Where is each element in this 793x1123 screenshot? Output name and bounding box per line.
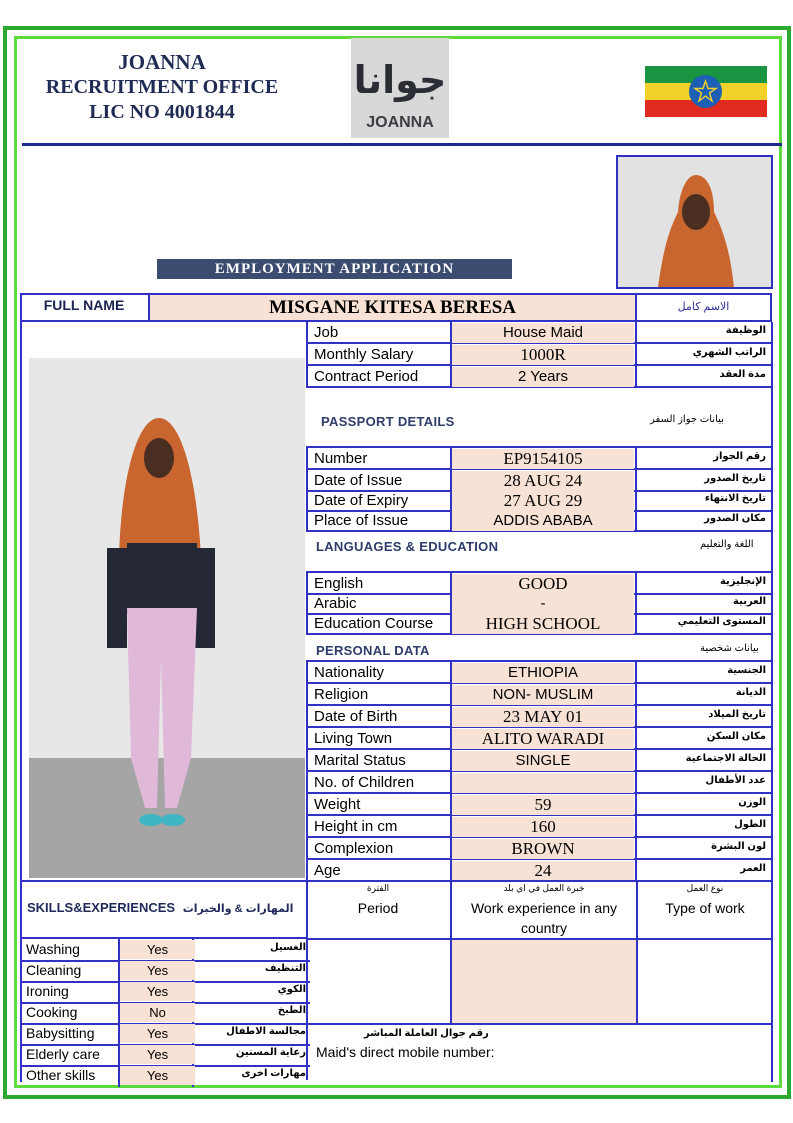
ethiopia-flag-icon — [645, 66, 767, 117]
living-town-row: Living Town ALITO WARADI مكان السكن — [306, 728, 772, 750]
company-line-1: JOANNA — [118, 50, 206, 74]
children-row: No. of Children عدد الأطفال — [306, 772, 772, 794]
age-row: Age 24 العمر — [314, 861, 766, 880]
passport-issue-row: Date of Issue 28 AUG 24 تاريخ الصدور — [306, 470, 772, 492]
full-body-photo — [29, 358, 305, 878]
dob-row: Date of Birth 23 MAY 01 تاريخ الميلاد — [306, 706, 772, 728]
document-title: EMPLOYMENT APPLICATION — [157, 259, 512, 279]
full-name-label-ar: الاسم كامل — [677, 301, 730, 313]
work-experience-header: Work experience in any country — [470, 900, 618, 936]
skill-row: Cooking No الطبخ — [20, 1002, 310, 1025]
passport-table — [306, 446, 772, 532]
personal-heading-ar: بيانات شخصية — [700, 643, 759, 654]
skill-row: Washing Yes الغسيل — [20, 939, 310, 962]
full-name-value: MISGANE KITESA BERESA — [150, 295, 635, 320]
skills-heading — [27, 900, 293, 915]
experience-value-cell — [452, 940, 636, 1023]
height-row: Height in cm 160 الطول — [306, 816, 772, 838]
passport-photo — [616, 155, 773, 289]
languages-table — [306, 571, 772, 635]
languages-heading-ar: اللغة والتعليم — [700, 539, 754, 550]
passport-place-row: Place of Issue ADDIS ABABA مكان الصدور — [306, 510, 772, 532]
company-line-2: RECRUITMENT OFFICE — [45, 76, 279, 98]
skill-row: Elderly care Yes رعاية المسنين — [20, 1044, 310, 1067]
skills-heading-en: SKILLS&EXPERIENCES — [27, 900, 176, 915]
period-header-ar: الفترة — [366, 883, 390, 893]
job-table — [306, 322, 772, 388]
type-of-work-header-ar: نوع العمل — [686, 883, 724, 893]
period-header: Period — [357, 900, 399, 916]
company-license: LIC NO 4001844 — [89, 101, 235, 123]
personal-table — [306, 660, 772, 881]
passport-number-row: Number EP9154105 رقم الجواز — [306, 448, 772, 470]
mobile-label: Maid's direct mobile number: — [316, 1044, 495, 1060]
monthly-salary-row: Monthly Salary 1000R الراتب الشهري — [306, 344, 772, 366]
full-name-label: FULL NAME — [43, 297, 125, 313]
arabic-row: Arabic - العربية — [306, 593, 772, 615]
complexion-row: Complexion BROWN لون البشرة — [306, 838, 772, 860]
skill-row: Ironing Yes الكوي — [20, 981, 310, 1004]
company-name — [22, 50, 302, 125]
english-row: English GOOD الإنجليزية — [306, 573, 772, 595]
education-row: Education Course HIGH SCHOOL المستوى التعليمي — [306, 613, 772, 635]
header-divider — [22, 143, 782, 146]
religion-row: Religion NON- MUSLIM الديانة — [306, 684, 772, 706]
passport-heading-ar: بيانات جواز السفر — [650, 414, 724, 425]
skills-heading-ar: المهارات & والخبرات — [182, 903, 294, 915]
weight-row: Weight 59 الوزن — [306, 794, 772, 816]
nationality-row: Nationality ETHIOPIA الجنسية — [306, 662, 772, 684]
mobile-label-ar: رقم جوال العاملة المباشر — [364, 1028, 489, 1039]
passport-expiry-row: Date of Expiry 27 AUG 29 تاريخ الانتهاء — [306, 490, 772, 512]
contract-period-row: Contract Period 2 Years مدة العقد — [306, 366, 772, 388]
type-of-work-header: Type of work — [665, 900, 745, 916]
logo-arabic-text: جوانا — [353, 58, 447, 102]
skill-row: Other skills Yes مهارات اخرى — [26, 1067, 306, 1083]
work-experience-header-ar: خبرة العمل في اي بلد — [503, 883, 585, 893]
languages-heading: LANGUAGES & EDUCATION — [316, 539, 499, 554]
skill-row: Babysitting Yes مجالسة الاطفال — [20, 1023, 310, 1046]
logo-latin-text: JOANNA — [366, 114, 434, 131]
job-row: Job House Maid الوظيفة — [306, 322, 772, 344]
personal-heading: PERSONAL DATA — [316, 643, 430, 658]
skill-row: Cleaning Yes التنظيف — [20, 960, 310, 983]
marital-row: Marital Status SINGLE الحالة الاجتماعية — [306, 750, 772, 772]
passport-heading: PASSPORT DETAILS — [321, 414, 455, 429]
